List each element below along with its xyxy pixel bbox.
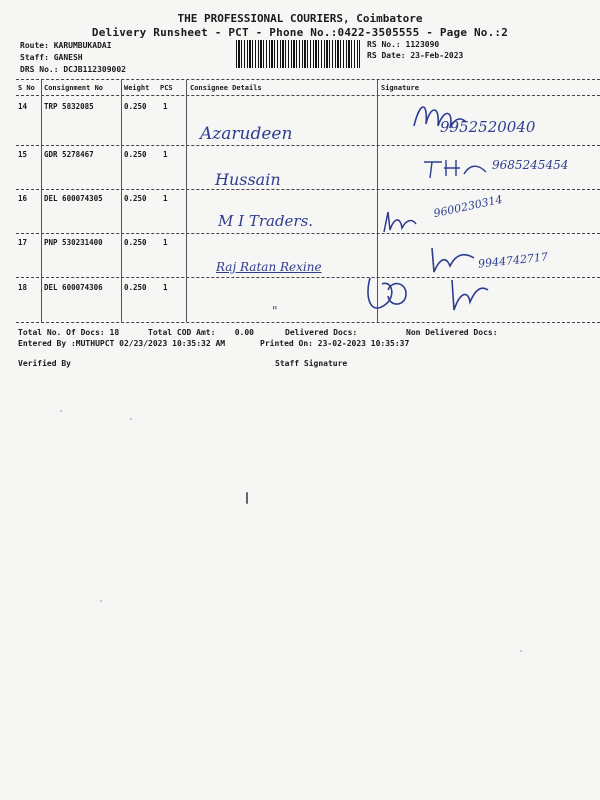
row-divider [16, 233, 600, 234]
column-divider [41, 80, 42, 322]
document-title: THE PROFESSIONAL COURIERS, Coimbatore [177, 12, 423, 25]
signature-scribble [410, 96, 470, 136]
row-consignee-handwritten: M I Traders. [218, 212, 314, 230]
scan-speck [130, 418, 132, 420]
table-bottom-rule [16, 322, 600, 323]
delivered-docs: Delivered Docs: [285, 328, 358, 337]
column-divider [121, 80, 122, 322]
row-weight: 0.250 [124, 194, 147, 203]
row-signature-phone: 9600230314 [432, 192, 504, 221]
column-header-consignment: Consignment No [44, 84, 104, 92]
row-sno: 15 [18, 150, 28, 159]
document-subtitle: Delivery Runsheet - PCT - Phone No.:0422-3505555 - Page No.:2 [91, 26, 509, 39]
row-divider [16, 189, 600, 190]
printed-on: Printed On: 23-02-2023 10:35:37 [260, 339, 410, 348]
rs-date: RS Date: 23-Feb-2023 [367, 51, 464, 60]
row-consignee-ditto: " [272, 304, 278, 318]
row-weight: 0.250 [124, 150, 147, 159]
row-pcs: 1 [163, 150, 168, 159]
row-consignment: PNP 530231400 [44, 238, 103, 247]
row-sno: 17 [18, 238, 28, 247]
row-consignee-handwritten: Hussain [215, 170, 281, 189]
row-consignee-handwritten: Raj Ratan Rexine [216, 260, 322, 274]
row-signature-phone: 9952520040 [440, 118, 536, 136]
row-sno: 14 [18, 102, 28, 111]
staff-label: Staff: GANESH [20, 53, 83, 62]
row-weight: 0.250 [124, 238, 147, 247]
table-top-rule [16, 79, 600, 80]
total-docs: Total No. Of Docs: 18 [18, 328, 120, 337]
table-header-rule [16, 95, 600, 96]
row-consignee-handwritten: Azarudeen [200, 124, 293, 144]
row-pcs: 1 [163, 102, 168, 111]
column-header-sno: S No [18, 84, 35, 92]
staff-signature: Staff Signature [275, 359, 348, 368]
row-consignment: DEL 600074305 [44, 194, 103, 203]
entered-by: Entered By :MUTHUPCT 02/23/2023 10:35:32 AM [18, 339, 226, 348]
signature-scribble [380, 206, 420, 236]
total-cod: Total COD Amt: 0.00 [148, 328, 254, 337]
scan-speck [520, 650, 522, 652]
row-consignment: TRP 5832085 [44, 102, 94, 111]
signature-scribble [362, 270, 492, 320]
row-weight: 0.250 [124, 102, 147, 111]
verified-by: Verified By [18, 359, 71, 368]
row-consignment: GDR 5278467 [44, 150, 94, 159]
row-divider [16, 277, 600, 278]
rs-number: RS No.: 1123090 [367, 40, 440, 49]
row-sno: 18 [18, 283, 28, 292]
route-label: Route: KARUMBUKADAI [20, 41, 112, 50]
non-delivered-docs: Non Delivered Docs: [406, 328, 498, 337]
column-header-pcs: PCS [160, 84, 173, 92]
column-header-weight: Weight [124, 84, 150, 92]
drs-label: DRS No.: DCJB112309002 [20, 65, 126, 74]
row-pcs: 1 [163, 283, 168, 292]
row-sno: 16 [18, 194, 28, 203]
column-divider [186, 80, 187, 322]
signature-scribble [420, 156, 490, 182]
row-divider [16, 145, 600, 146]
row-consignment: DEL 600074306 [44, 283, 103, 292]
row-pcs: 1 [163, 238, 168, 247]
column-header-consignee: Consignee Details [190, 84, 262, 92]
row-pcs: 1 [163, 194, 168, 203]
column-header-signature: Signature [381, 84, 419, 92]
row-signature-phone: 9944742717 [477, 250, 549, 271]
scan-mark [246, 492, 248, 504]
scan-speck [100, 600, 102, 602]
scan-speck [60, 410, 62, 412]
barcode [236, 40, 360, 68]
row-signature-phone: 9685245454 [492, 158, 569, 172]
row-weight: 0.250 [124, 283, 147, 292]
